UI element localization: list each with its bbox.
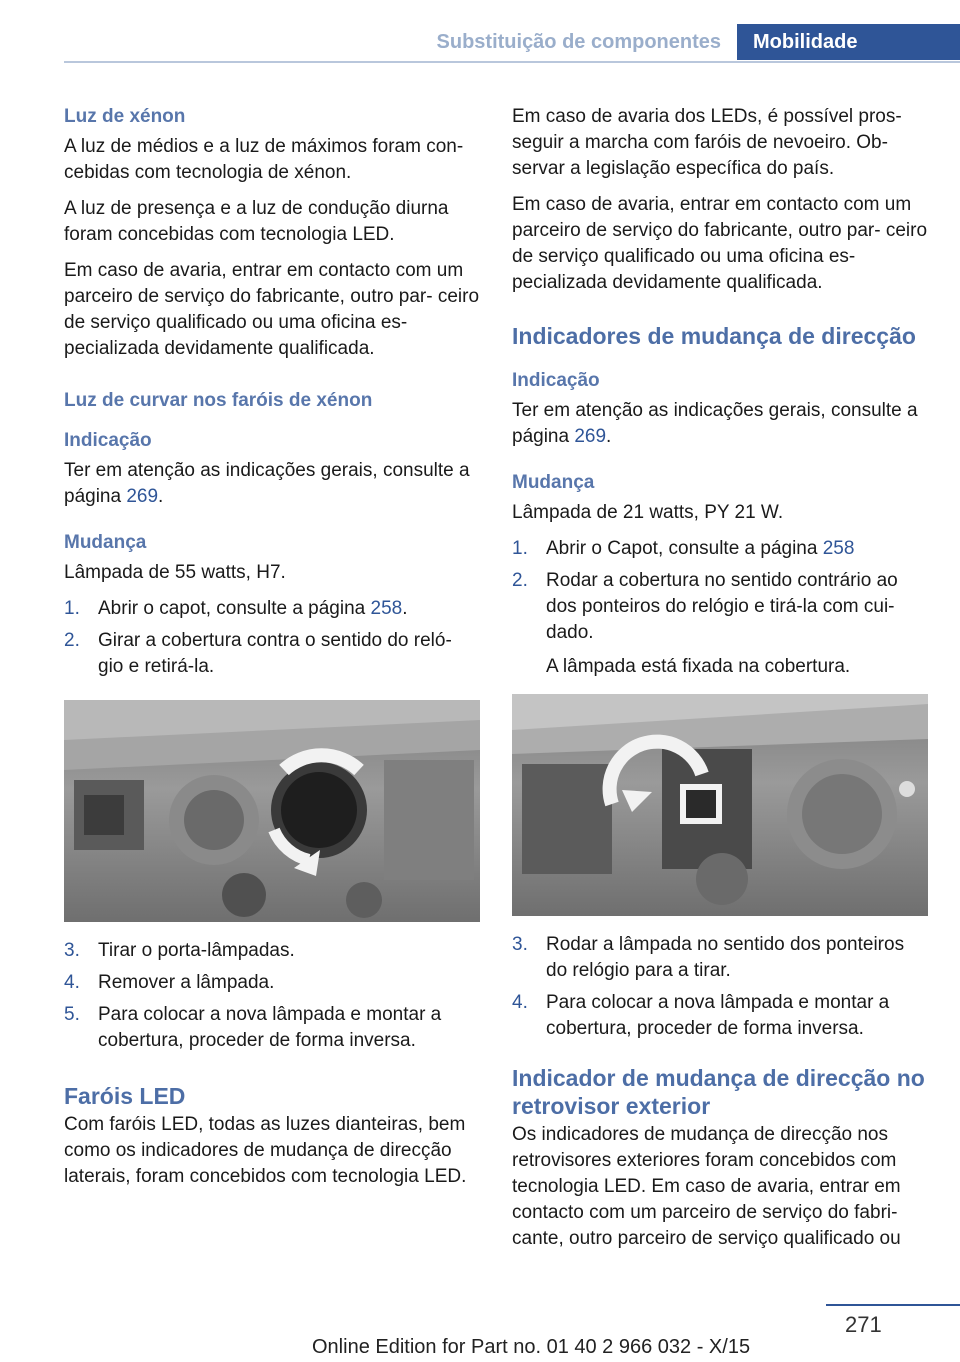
mirror-paragraph: Os indicadores de mudança de direcção nos retrovisores exteriores foram concebidos com tecnologia LED. Em caso de avaria, entrar em contacto com um parceiro de serviço do fabri‐ cante, outro parceiro de serviço qualificado ou	[512, 1124, 901, 1249]
step-number: 1.	[64, 598, 80, 619]
headlight-photo-left	[64, 700, 480, 922]
steps-list	[64, 596, 480, 680]
step-number: 4.	[512, 992, 528, 1013]
chapter-tab: Mobilidade	[737, 24, 960, 60]
list-item	[512, 990, 928, 1042]
xenon-heading: Luz de xénon	[64, 106, 186, 127]
led-heading: Faróis LED	[64, 1083, 186, 1109]
steps-list	[512, 536, 928, 680]
page-footer	[0, 1300, 960, 1362]
steps-list-continued	[64, 938, 480, 1054]
left-column	[64, 104, 480, 1200]
step-text: Rodar a lâmpada no sentido dos ponteiros do relógio para a tirar.	[546, 934, 905, 981]
indication-body: Ter em atenção as indicações gerais, consulte a página	[512, 400, 918, 447]
step-text: Girar a cobertura contra o sentido do reló‐ gio e retirá-la.	[98, 630, 452, 677]
step-number: 3.	[512, 934, 528, 955]
list-item	[512, 536, 928, 562]
list-item	[64, 628, 480, 680]
xenon-paragraph-3: Em caso de avaria, entrar em contacto com um parceiro de serviço do fabricante, outro par‐ ceiro de serviço qualificado ou uma oficina es‐ pecializada devidamente qualificada.	[64, 260, 480, 359]
step-number: 2.	[512, 570, 528, 591]
change-heading: Mudança	[64, 532, 147, 553]
step-number: 4.	[64, 972, 80, 993]
xenon-paragraph-2: A luz de presença e a luz de condução diurna foram concebidas com tecnologia LED.	[64, 198, 449, 245]
curve-light-heading: Luz de curvar nos faróis de xénon	[64, 390, 373, 411]
engine-bay-illustration	[512, 694, 928, 916]
page-link-258[interactable]: 258	[822, 538, 855, 559]
mirror-signal-heading: Indicador de mudança de direcção no retrovisor exterior	[512, 1065, 925, 1119]
list-item	[64, 938, 480, 964]
step-number: 3.	[64, 940, 80, 961]
list-item	[64, 1002, 480, 1054]
xenon-paragraph-1: A luz de médios e a luz de máximos foram con‐ cebidas com tecnologia de xénon.	[64, 136, 464, 183]
step-text: Remover a lâmpada.	[98, 972, 275, 993]
page-link-269[interactable]: 269	[574, 426, 607, 447]
led-paragraph: Com faróis LED, todas as luzes dianteiras, bem como os indicadores de mudança de direcção laterais, foram concebidos com tecnologia LED.	[64, 1114, 467, 1187]
contact-paragraph: Em caso de avaria, entrar em contacto com um parceiro de serviço do fabricante, outro par‐ ceiro de serviço qualificado ou uma oficina es‐ pecializada devidamente qualificada.	[512, 194, 928, 293]
right-column	[512, 104, 928, 1262]
indication-body: Ter em atenção as indicações gerais, consulte a página	[64, 460, 470, 507]
indication-heading: Indicação	[64, 430, 152, 451]
list-item	[64, 596, 480, 622]
step-number: 1.	[512, 538, 528, 559]
page-number-rule	[826, 1304, 960, 1306]
change-text: Lâmpada de 55 watts, H7.	[64, 562, 286, 583]
list-item	[64, 970, 480, 996]
page-link-269[interactable]: 269	[126, 486, 159, 507]
header-rule	[64, 61, 960, 63]
indication-text: Ter em atenção as indicações gerais, consulte a página 269.	[512, 400, 918, 447]
led-failure-paragraph: Em caso de avaria dos LEDs, é possível pros‐ seguir a marcha com faróis de nevoeiro. Ob‐ servar a legislação específica do país.	[512, 106, 902, 179]
step-text: Para colocar a nova lâmpada e montar a cobertura, proceder de forma inversa.	[98, 1004, 442, 1051]
page-number: 271	[845, 1312, 882, 1337]
step-tail: .	[402, 598, 408, 619]
indication-heading: Indicação	[512, 370, 600, 391]
engine-bay-illustration	[64, 700, 480, 922]
list-item	[512, 568, 928, 680]
step-number: 5.	[64, 1004, 80, 1025]
change-text: Lâmpada de 21 watts, PY 21 W.	[512, 502, 784, 523]
step-text: Abrir o Capot, consulte a página	[546, 538, 823, 559]
steps-list-continued	[512, 932, 928, 1042]
list-item	[512, 932, 928, 984]
step-text: Tirar o porta-lâmpadas.	[98, 940, 295, 961]
turn-signal-heading: Indicadores de mudança de direcção	[512, 323, 916, 349]
page-header	[0, 24, 960, 62]
indication-text: Ter em atenção as indicações gerais, consulte a página 269.	[64, 460, 470, 507]
step-text: Para colocar a nova lâmpada e montar a cobertura, proceder de forma inversa.	[546, 992, 890, 1039]
section-title: Substituição de componentes	[436, 31, 721, 53]
step-number: 2.	[64, 630, 80, 651]
step-text: Abrir o capot, consulte a página	[98, 598, 371, 619]
step-text: Rodar a cobertura no sentido contrário ao dos ponteiros do relógio e tirá-la com cui‐ dado.	[546, 570, 898, 643]
edition-note: Online Edition for Part no. 01 40 2 966 032 - X/15	[312, 1336, 751, 1358]
change-heading: Mudança	[512, 472, 595, 493]
page-link-258[interactable]: 258	[370, 598, 403, 619]
step-note: A lâmpada está fixada na cobertura.	[546, 656, 851, 677]
headlight-photo-right	[512, 694, 928, 916]
